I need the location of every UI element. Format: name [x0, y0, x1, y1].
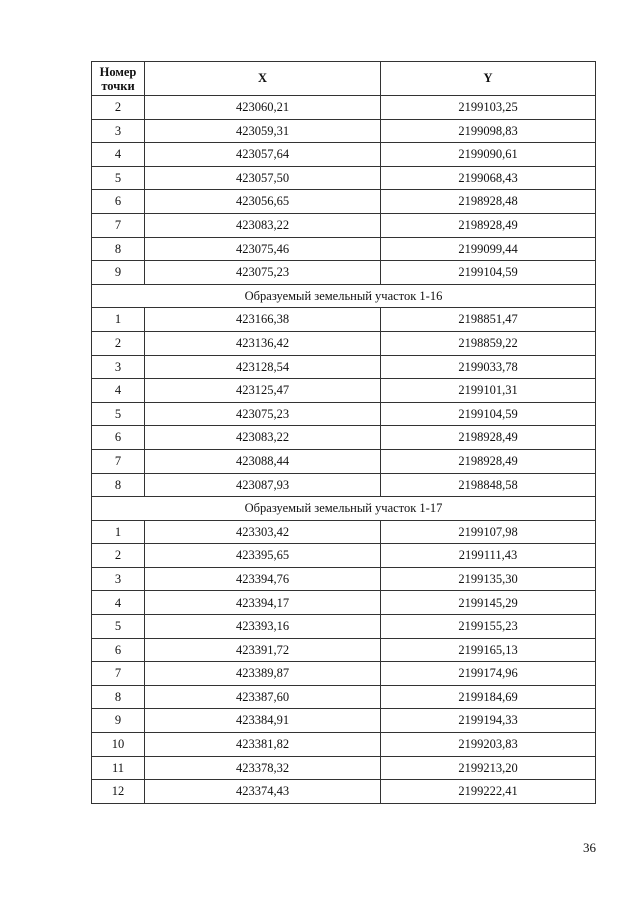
x-coordinate-cell: 423378,32 [145, 756, 381, 780]
header-point-number-line1: Номер [99, 64, 137, 79]
x-coordinate-cell: 423075,46 [145, 237, 381, 261]
x-coordinate-cell: 423381,82 [145, 733, 381, 757]
x-coordinate-cell: 423087,93 [145, 473, 381, 497]
table-row [92, 591, 596, 615]
y-coordinate-cell: 2198848,58 [381, 473, 596, 497]
point-number-cell: 10 [92, 733, 145, 757]
x-coordinate-cell: 423083,22 [145, 213, 381, 237]
y-coordinate-cell: 2199213,20 [381, 756, 596, 780]
point-number-cell: 3 [92, 567, 145, 591]
table-row [92, 780, 596, 804]
point-number-cell: 5 [92, 615, 145, 639]
point-number-cell: 6 [92, 638, 145, 662]
y-coordinate-cell: 2198859,22 [381, 331, 596, 355]
x-coordinate-cell: 423384,91 [145, 709, 381, 733]
y-coordinate-cell: 2199098,83 [381, 119, 596, 143]
y-coordinate-cell: 2198851,47 [381, 308, 596, 332]
x-coordinate-cell: 423056,65 [145, 190, 381, 214]
table-row [92, 662, 596, 686]
y-coordinate-cell: 2199222,41 [381, 780, 596, 804]
table-row [92, 237, 596, 261]
header-point-number-line2: точки [101, 78, 135, 93]
point-number-cell: 5 [92, 402, 145, 426]
x-coordinate-cell: 423166,38 [145, 308, 381, 332]
table-row [92, 402, 596, 426]
table-row [92, 615, 596, 639]
table-row [92, 567, 596, 591]
y-coordinate-cell: 2198928,48 [381, 190, 596, 214]
coordinates-table [91, 61, 596, 804]
y-coordinate-cell: 2199033,78 [381, 355, 596, 379]
y-coordinate-cell: 2199111,43 [381, 544, 596, 568]
x-coordinate-cell: 423374,43 [145, 780, 381, 804]
y-coordinate-cell: 2199099,44 [381, 237, 596, 261]
x-coordinate-cell: 423395,65 [145, 544, 381, 568]
x-coordinate-cell: 423075,23 [145, 261, 381, 285]
section-row [92, 284, 596, 308]
table-row [92, 379, 596, 403]
point-number-cell: 4 [92, 143, 145, 167]
table-row [92, 119, 596, 143]
table-row [92, 308, 596, 332]
y-coordinate-cell: 2199145,29 [381, 591, 596, 615]
point-number-cell: 8 [92, 473, 145, 497]
x-coordinate-cell: 423057,64 [145, 143, 381, 167]
point-number-cell: 9 [92, 261, 145, 285]
point-number-cell: 4 [92, 379, 145, 403]
x-coordinate-cell: 423393,16 [145, 615, 381, 639]
point-number-cell: 7 [92, 449, 145, 473]
y-coordinate-cell: 2199068,43 [381, 166, 596, 190]
point-number-cell: 8 [92, 237, 145, 261]
point-number-cell: 1 [92, 308, 145, 332]
x-coordinate-cell: 423394,17 [145, 591, 381, 615]
section-title: Образуемый земельный участок 1-16 [92, 284, 596, 308]
x-coordinate-cell: 423389,87 [145, 662, 381, 686]
x-coordinate-cell: 423303,42 [145, 520, 381, 544]
header-x: X [145, 62, 381, 96]
table-row [92, 638, 596, 662]
table-row [92, 544, 596, 568]
table-row [92, 756, 596, 780]
point-number-cell: 4 [92, 591, 145, 615]
point-number-cell: 3 [92, 355, 145, 379]
point-number-cell: 12 [92, 780, 145, 804]
table-header [92, 62, 596, 96]
page-number: 36 [583, 840, 596, 855]
section-row [92, 497, 596, 521]
point-number-cell: 6 [92, 190, 145, 214]
x-coordinate-cell: 423057,50 [145, 166, 381, 190]
table-row [92, 261, 596, 285]
section-title: Образуемый земельный участок 1-17 [92, 497, 596, 521]
point-number-cell: 9 [92, 709, 145, 733]
header-row [92, 62, 596, 96]
table-row [92, 473, 596, 497]
table-row [92, 143, 596, 167]
table-row [92, 213, 596, 237]
y-coordinate-cell: 2199104,59 [381, 402, 596, 426]
y-coordinate-cell: 2199107,98 [381, 520, 596, 544]
y-coordinate-cell: 2199203,83 [381, 733, 596, 757]
x-coordinate-cell: 423125,47 [145, 379, 381, 403]
x-coordinate-cell: 423128,54 [145, 355, 381, 379]
y-coordinate-cell: 2199174,96 [381, 662, 596, 686]
table-row [92, 96, 596, 120]
x-coordinate-cell: 423075,23 [145, 402, 381, 426]
table-body [92, 96, 596, 804]
y-coordinate-cell: 2199090,61 [381, 143, 596, 167]
y-coordinate-cell: 2199103,25 [381, 96, 596, 120]
y-coordinate-cell: 2199165,13 [381, 638, 596, 662]
x-coordinate-cell: 423387,60 [145, 685, 381, 709]
x-coordinate-cell: 423059,31 [145, 119, 381, 143]
point-number-cell: 5 [92, 166, 145, 190]
x-coordinate-cell: 423088,44 [145, 449, 381, 473]
table-row [92, 733, 596, 757]
point-number-cell: 7 [92, 662, 145, 686]
table-row [92, 685, 596, 709]
table-row [92, 355, 596, 379]
point-number-cell: 11 [92, 756, 145, 780]
y-coordinate-cell: 2199184,69 [381, 685, 596, 709]
point-number-cell: 2 [92, 96, 145, 120]
y-coordinate-cell: 2199135,30 [381, 567, 596, 591]
y-coordinate-cell: 2198928,49 [381, 449, 596, 473]
point-number-cell: 6 [92, 426, 145, 450]
x-coordinate-cell: 423060,21 [145, 96, 381, 120]
y-coordinate-cell: 2198928,49 [381, 213, 596, 237]
y-coordinate-cell: 2198928,49 [381, 426, 596, 450]
x-coordinate-cell: 423083,22 [145, 426, 381, 450]
point-number-cell: 8 [92, 685, 145, 709]
table-row [92, 426, 596, 450]
document-page [91, 61, 595, 804]
header-y: Y [381, 62, 596, 96]
table-row [92, 166, 596, 190]
point-number-cell: 2 [92, 544, 145, 568]
x-coordinate-cell: 423394,76 [145, 567, 381, 591]
table-row [92, 449, 596, 473]
y-coordinate-cell: 2199194,33 [381, 709, 596, 733]
header-point-number [92, 62, 145, 96]
x-coordinate-cell: 423136,42 [145, 331, 381, 355]
point-number-cell: 2 [92, 331, 145, 355]
point-number-cell: 1 [92, 520, 145, 544]
table-row [92, 709, 596, 733]
point-number-cell: 7 [92, 213, 145, 237]
y-coordinate-cell: 2199104,59 [381, 261, 596, 285]
y-coordinate-cell: 2199101,31 [381, 379, 596, 403]
table-row [92, 190, 596, 214]
point-number-cell: 3 [92, 119, 145, 143]
y-coordinate-cell: 2199155,23 [381, 615, 596, 639]
table-row [92, 331, 596, 355]
table-row [92, 520, 596, 544]
x-coordinate-cell: 423391,72 [145, 638, 381, 662]
